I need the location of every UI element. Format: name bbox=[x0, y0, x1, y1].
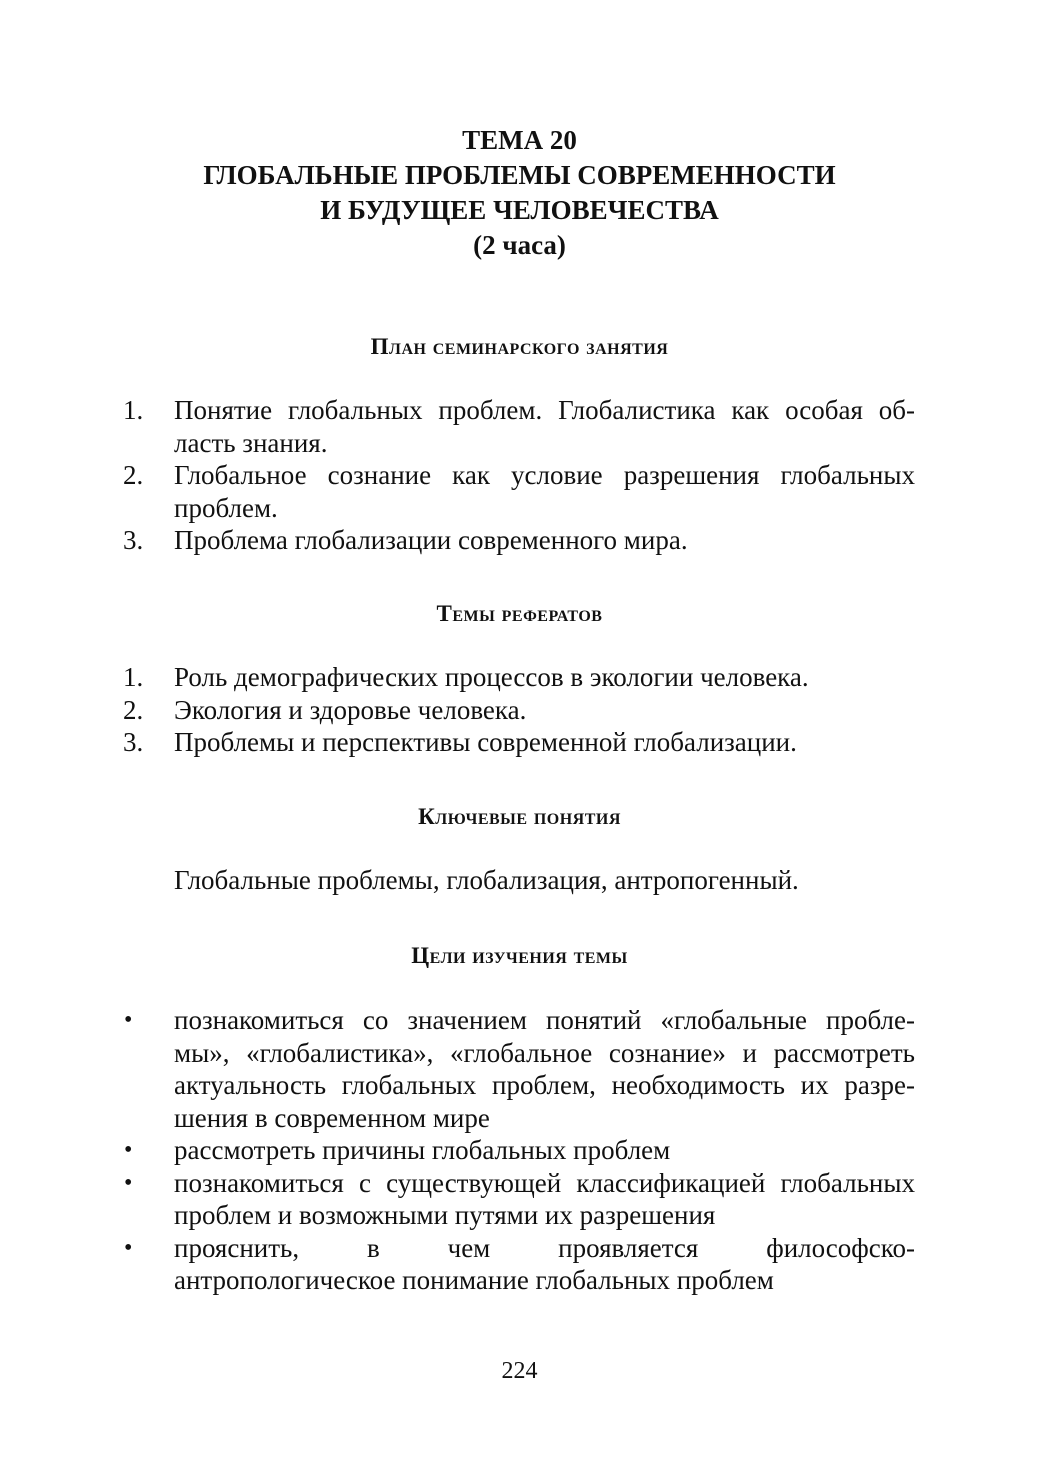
goals-list bbox=[0, 1004, 1039, 1297]
goal-item-line: прояснить, в чем проявляется философско- bbox=[174, 1232, 915, 1263]
plan-item-line: Понятие глобальных проблем. Глобалистика как особая об- bbox=[174, 395, 915, 425]
topic-title-line-2: И БУДУЩЕЕ ЧЕЛОВЕЧЕСТВА bbox=[320, 195, 719, 225]
goal-item bbox=[0, 1167, 1039, 1232]
concepts-text: Глобальные проблемы, глобализация, антропогенный. bbox=[174, 865, 799, 895]
goals-heading: Цели изучения темы bbox=[411, 943, 628, 968]
goal-item-line: мы», «глобалистика», «глобальное сознание» и рассмотреть bbox=[174, 1037, 915, 1068]
bullet-marker: • bbox=[124, 1007, 133, 1033]
essay-item-text: Проблемы и перспективы современной глобализации. bbox=[174, 727, 797, 757]
bullet-marker: • bbox=[124, 1137, 133, 1163]
goal-item bbox=[0, 1004, 1039, 1134]
goal-item bbox=[0, 1134, 1039, 1167]
goal-item-line: актуальность глобальных проблем, необходимость их разре- bbox=[174, 1070, 915, 1100]
goal-item-line: антропологическое понимание глобальных проблем bbox=[174, 1265, 774, 1295]
goal-item-line: шения в современном мире bbox=[174, 1102, 490, 1133]
plan-item bbox=[0, 394, 1039, 459]
goal-item-line: познакомиться с существующей классификацией глобальных bbox=[174, 1167, 915, 1198]
list-number: 1. bbox=[123, 662, 144, 692]
list-number: 1. bbox=[123, 395, 144, 425]
bullet-marker: • bbox=[124, 1234, 133, 1261]
list-number: 2. bbox=[123, 460, 144, 490]
essays-heading: Темы рефератов bbox=[436, 601, 603, 626]
essays-list bbox=[0, 661, 1039, 759]
list-number: 3. bbox=[123, 727, 144, 757]
list-number: 2. bbox=[123, 694, 144, 725]
plan-item-line: ласть знания. bbox=[174, 427, 328, 458]
essay-item bbox=[0, 694, 1039, 727]
essay-item bbox=[0, 726, 1039, 759]
plan-item bbox=[0, 459, 1039, 524]
topic-number: ТЕМА 20 bbox=[462, 125, 577, 155]
page-number: 224 bbox=[501, 1358, 538, 1384]
plan-item-line: Глобальное сознание как условие разрешения глобальных bbox=[174, 460, 915, 490]
plan-item-line: проблем. bbox=[174, 492, 278, 523]
plan-item bbox=[0, 524, 1039, 557]
essay-item bbox=[0, 661, 1039, 694]
goal-item-line: проблем и возможными путями их разрешения bbox=[174, 1200, 716, 1230]
bullet-marker: • bbox=[124, 1169, 133, 1196]
essay-item-text: Роль демографических процессов в экологии человека. bbox=[174, 662, 809, 692]
plan-heading: План семинарского занятия bbox=[370, 334, 669, 359]
list-number: 3. bbox=[123, 525, 144, 555]
essay-item-text: Экология и здоровье человека. bbox=[174, 694, 527, 725]
plan-item-line: Проблема глобализации современного мира. bbox=[174, 525, 688, 555]
goal-item bbox=[0, 1232, 1039, 1297]
plan-list bbox=[0, 394, 1039, 557]
goal-item-line: рассмотреть причины глобальных проблем bbox=[174, 1135, 671, 1165]
topic-title bbox=[0, 123, 1039, 263]
topic-hours: (2 часа) bbox=[473, 230, 566, 260]
concepts-heading: Ключевые понятия bbox=[418, 804, 621, 829]
topic-title-line-1: ГЛОБАЛЬНЫЕ ПРОБЛЕМЫ СОВРЕМЕННОСТИ bbox=[203, 160, 836, 190]
goal-item-line: познакомиться со значением понятий «глобальные пробле- bbox=[174, 1005, 915, 1035]
